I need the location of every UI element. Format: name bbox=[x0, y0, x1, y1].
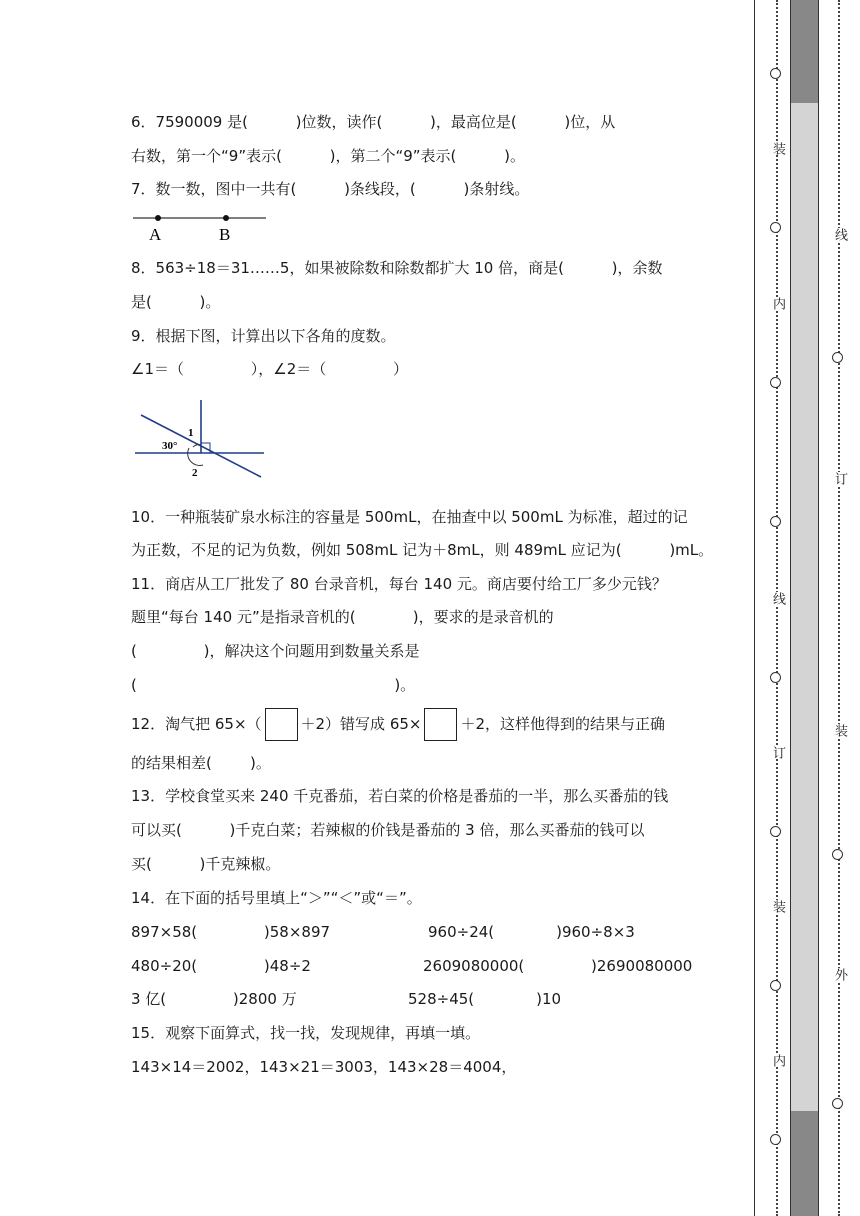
q7-text: 7．数一数，图中一共有( )条线段，( )条射线。 bbox=[131, 180, 530, 198]
q14-row2-right: 2609080000( )2690080000 bbox=[423, 957, 693, 975]
q14-row1-left: 897×58( )58×897 bbox=[131, 923, 331, 941]
q6-line-1: 6．7590009 是( )位数，读作( )，最高位是( )位，从 bbox=[131, 113, 616, 131]
binding-hole bbox=[770, 516, 781, 527]
dark-band-top bbox=[790, 0, 818, 103]
q7-point-b: B bbox=[219, 225, 231, 244]
binding-label-outer: 装 bbox=[832, 724, 847, 737]
q14-row3-right: 528÷45( )10 bbox=[408, 990, 562, 1008]
binding-hole bbox=[770, 1134, 781, 1145]
binding-hole bbox=[770, 222, 781, 233]
binding-label: 装 bbox=[770, 900, 785, 913]
q14-title: 14．在下面的括号里填上“＞”“＜”或“＝”。 bbox=[131, 889, 422, 907]
binding-strip bbox=[754, 0, 860, 1216]
binding-label: 内 bbox=[770, 297, 785, 310]
q11-line-3: ( )，解决这个问题用到数量关系是 bbox=[131, 642, 420, 660]
q10-line-1: 10．一种瓶装矿泉水标注的容量是 500mL，在抽查中以 500mL 为标准，超过的记 bbox=[131, 508, 688, 526]
q10-line-2: 为正数，不足的记为负数，例如 508mL 记为＋8mL，则 489mL 应记为( )mL。 bbox=[131, 541, 714, 559]
q15-title: 15．观察下面算式，找一找，发现规律，再填一填。 bbox=[131, 1024, 481, 1042]
binding-hole-outer bbox=[832, 352, 843, 363]
binding-label: 内 bbox=[770, 1054, 785, 1067]
cut-line-outer bbox=[838, 0, 840, 1216]
blank-box bbox=[265, 708, 298, 741]
q12-line-1 bbox=[131, 706, 665, 742]
binding-hole bbox=[770, 980, 781, 991]
q13-line-1: 13．学校食堂买来 240 千克番茄，若白菜的价格是番茄的一半，那么买番茄的钱 bbox=[131, 787, 669, 805]
q14-row3-left: 3 亿( )2800 万 bbox=[131, 990, 297, 1008]
q7-point-a: A bbox=[149, 225, 162, 244]
binding-label-outer: 线 bbox=[832, 228, 847, 241]
binding-hole bbox=[770, 672, 781, 683]
binding-label: 订 bbox=[770, 746, 785, 759]
binding-hole-outer bbox=[832, 1098, 843, 1109]
q12-part-b: ＋2）错写成 65× bbox=[300, 715, 422, 733]
q9-line-1: 9．根据下图，计算出以下各角的度数。 bbox=[131, 327, 396, 345]
binding-label-outer: 订 bbox=[832, 472, 847, 485]
binding-label-outer: 外 bbox=[832, 968, 847, 981]
cut-line-inner bbox=[776, 0, 778, 1216]
q9-angle-30: 30° bbox=[162, 440, 178, 452]
q7-line-figure bbox=[131, 208, 271, 244]
q9-angle-figure bbox=[131, 397, 271, 481]
gray-band bbox=[790, 103, 818, 1111]
q8-line-2: 是( )。 bbox=[131, 293, 221, 311]
q12-line-2: 的结果相差( )。 bbox=[131, 754, 271, 772]
q13-line-3: 买( )千克辣椒。 bbox=[131, 855, 281, 873]
q15-line-2: 143×14＝2002，143×21＝3003，143×28＝4004， bbox=[131, 1058, 517, 1076]
binding-label: 线 bbox=[770, 592, 785, 605]
q11-line-2: 题里“每台 140 元”是指录音机的( )，要求的是录音机的 bbox=[131, 608, 554, 626]
binding-hole bbox=[770, 68, 781, 79]
q11-line-4: ( )。 bbox=[131, 676, 416, 694]
q6-line-2: 右数，第一个“9”表示( )，第二个“9”表示( )。 bbox=[131, 147, 525, 165]
q11-line-1: 11．商店从工厂批发了 80 台录音机，每台 140 元。商店要付给工厂多少元钱？ bbox=[131, 575, 667, 593]
q8-line-1: 8．563÷18＝31……5，如果被除数和除数都扩大 10 倍，商是( )，余数 bbox=[131, 259, 663, 277]
q9-line-2: ∠1＝（ ），∠2＝（ ） bbox=[131, 360, 408, 378]
q13-line-2: 可以买( )千克白菜；若辣椒的价钱是番茄的 3 倍，那么买番茄的钱可以 bbox=[131, 821, 645, 839]
q9-angle-1-label: 1 bbox=[188, 427, 194, 439]
band-edge-right bbox=[818, 0, 819, 1216]
binding-hole-outer bbox=[832, 849, 843, 860]
binding-label: 装 bbox=[770, 142, 785, 155]
q9-angle-2-label: 2 bbox=[192, 467, 198, 479]
q12-part-a: 12．淘气把 65×（ bbox=[131, 715, 262, 733]
q14-row1-right: 960÷24( )960÷8×3 bbox=[428, 923, 635, 941]
dark-band-bottom bbox=[790, 1111, 818, 1216]
q14-row2-left: 480÷20( )48÷2 bbox=[131, 957, 311, 975]
blank-box bbox=[424, 708, 457, 741]
band-edge-left bbox=[790, 0, 791, 1216]
binding-hole bbox=[770, 377, 781, 388]
binding-hole bbox=[770, 826, 781, 837]
q12-part-c: ＋2，这样他得到的结果与正确 bbox=[460, 715, 666, 733]
border-line bbox=[754, 0, 755, 1216]
